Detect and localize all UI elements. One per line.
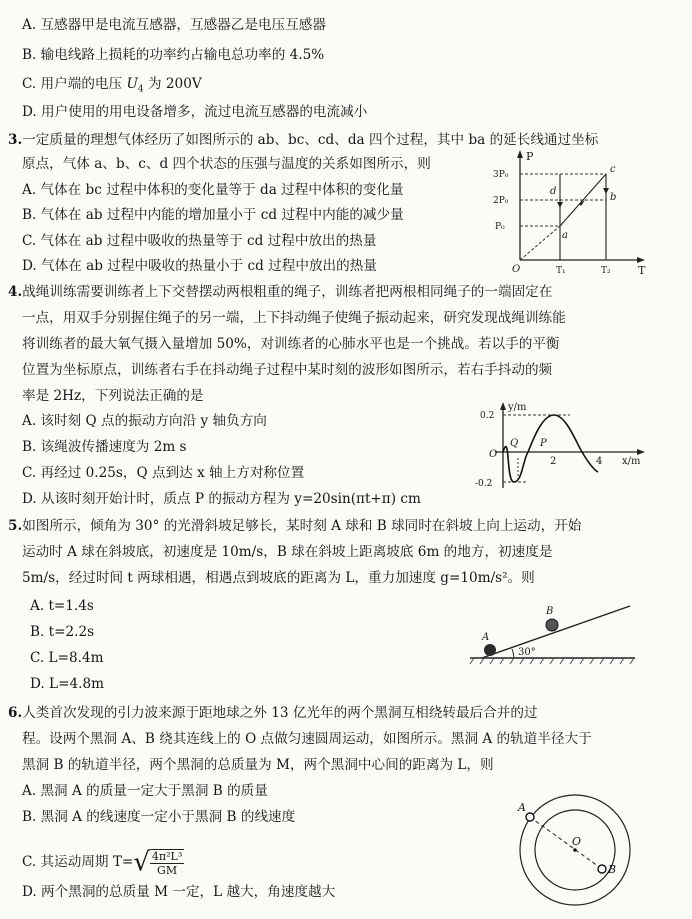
q6-option-d: D. 两个黑洞的总质量 M 一定，L 越大，角速度越大 [22,884,336,900]
q3-pt-diagram [490,150,650,275]
q6-sqrt-expression: √ $\frac{\text{4π²L³}}{GM}$ [133,847,183,878]
q6-blackhole-a-label: A [518,801,526,814]
q3-axis-t-label: T [638,264,646,277]
q5-option-b: B. t=2.2s [30,624,95,640]
q6-center-o-label: O [572,835,582,848]
q5-option-a: A. t=1.4s [30,598,94,614]
q2-option-a: A. 互感器甲是电流互感器，互感器乙是电压互感器 [22,17,326,33]
q4-stem-line1: 4.战绳训练需要训练者上下交替摆动两根粗重的绳子，训练者把两根相同绳子的一端固定在 [8,284,553,300]
q4-stem-line4: 位置为坐标原点，训练者右手在抖动绳子过程中某时刻的波形如图所示，若右手抖动的频 [22,362,553,378]
q3-axis-p-label: P [526,150,534,163]
q3-point-d: d [550,186,557,197]
q4-tick-2: 2 [550,456,557,467]
q5-option-c: C. L=8.4m [30,650,104,666]
q4-point-p: P [540,438,547,449]
q3-stem-line2: 原点，气体 a、b、c、d 四个状态的压强与温度的关系如图所示，则 [22,156,431,172]
q4-option-a: A. 该时刻 Q 点的振动方向沿 y 轴负方向 [22,413,267,429]
q3-point-a: a [562,230,568,241]
q2-option-b: B. 输电线路上损耗的功率约占输电总功率的 4.5% [22,47,325,63]
q5-ball-a-label: A [482,632,490,643]
q3-tick-p0: P₀ [495,222,505,232]
q4-option-d: D. 从该时刻开始计时，质点 P 的振动方程为 y=20sin(πt+π) cm [22,491,421,507]
q6-orbit-diagram [510,785,640,915]
q5-ball-b-label: B [546,606,554,617]
q4-wave-diagram [470,400,650,490]
q3-tick-t2: T₂ [601,266,611,276]
q6-stem-line2: 程。设两个黑洞 A、B 绕其连线上的 O 点做匀速圆周运动，如图所示。黑洞 A 的轨道半径大于 [22,731,592,747]
q4-option-c: C. 再经过 0.25s，Q 点到达 x 轴上方对称位置 [22,465,305,481]
q4-axis-x-label: x/m [622,456,641,467]
q5-angle-label: 30° [518,647,536,658]
q3-option-c: C. 气体在 ab 过程中吸收的热量等于 cd 过程中放出的热量 [22,233,377,249]
q6-stem-line1: 6.人类首次发现的引力波来源于距地球之外 13 亿光年的两个黑洞互相绕转最后合并的过 [8,705,538,721]
q3-tick-t1: T₁ [556,266,566,276]
q6-option-a: A. 黑洞 A 的质量一定大于黑洞 B 的质量 [22,783,268,799]
q4-stem-line5: 率是 2Hz，下列说法正确的是 [22,388,204,404]
q3-point-c: c [610,164,616,175]
q6-stem-line3: 黑洞 B 的轨道半径，两个黑洞的总质量为 M，两个黑洞中心间的距离为 L，则 [22,757,494,773]
q5-incline-diagram [470,600,640,670]
q3-tick-3p0: 3P₀ [493,170,509,180]
q3-option-d: D. 气体在 ab 过程中吸收的热量小于 cd 过程中放出的热量 [22,258,377,274]
q5-stem-line3: 5m/s，经过时间 t 两球相遇，相遇点到坡底的距离为 L，重力加速度 g=10m/s²。则 [22,570,535,586]
q5-stem-line1: 5.如图所示，倾角为 30° 的光滑斜坡足够长，某时刻 A 球和 B 球同时在斜坡上向上运动，开始 [8,518,582,534]
q3-point-b: b [610,192,617,203]
q4-tick-0.2: 0.2 [480,411,495,421]
q4-point-q: Q [510,438,519,449]
q3-option-a: A. 气体在 bc 过程中体积的变化量等于 da 过程中体积的变化量 [22,182,404,198]
q4-option-b: B. 该绳波传播速度为 2m s [22,439,187,455]
q6-option-b: B. 黑洞 A 的线速度一定小于黑洞 B 的线速度 [22,809,296,825]
q2-option-c: C. 用户端的电压 $U_4$ 为 200V [22,76,202,95]
q3-tick-2p0: 2P₀ [493,196,509,206]
q2-option-d: D. 用户使用的用电设备增多，流过电流互感器的电流减小 [22,104,368,120]
q4-origin-label: O [489,449,498,460]
q3-option-b: B. 气体在 ab 过程中内能的增加量小于 cd 过程中内能的减少量 [22,207,404,223]
q3-stem-line1: 3.一定质量的理想气体经历了如图所示的 ab、bc、cd、da 四个过程，其中 ba 的延长线通过坐标 [8,132,599,148]
q6-option-c: C. 其运动周期 T=√ $\frac{\text{4π²L³}}{GM}$ [22,842,184,883]
q3-origin-label: O [512,264,521,275]
q6-blackhole-b-label: B [608,863,617,876]
q5-option-d: D. L=4.8m [30,676,104,692]
q4-tick-neg0.2: -0.2 [475,479,493,489]
q5-stem-line2: 运动时 A 球在斜坡底，初速度是 10m/s，B 球在斜坡上距离坡底 6m 的地方，初速度是 [22,544,553,560]
q4-stem-line3: 将训练者的最大氧气摄入量增加 50%，对训练者的心肺水平也是一个挑战。若以手的平衡 [22,336,560,352]
q4-tick-4: 4 [596,456,603,467]
q4-stem-line2: 一点，用双手分别握住绳子的另一端，上下抖动绳子使绳子振动起来，研究发现战绳训练能 [22,310,566,326]
q4-axis-y-label: y/m [508,402,527,413]
